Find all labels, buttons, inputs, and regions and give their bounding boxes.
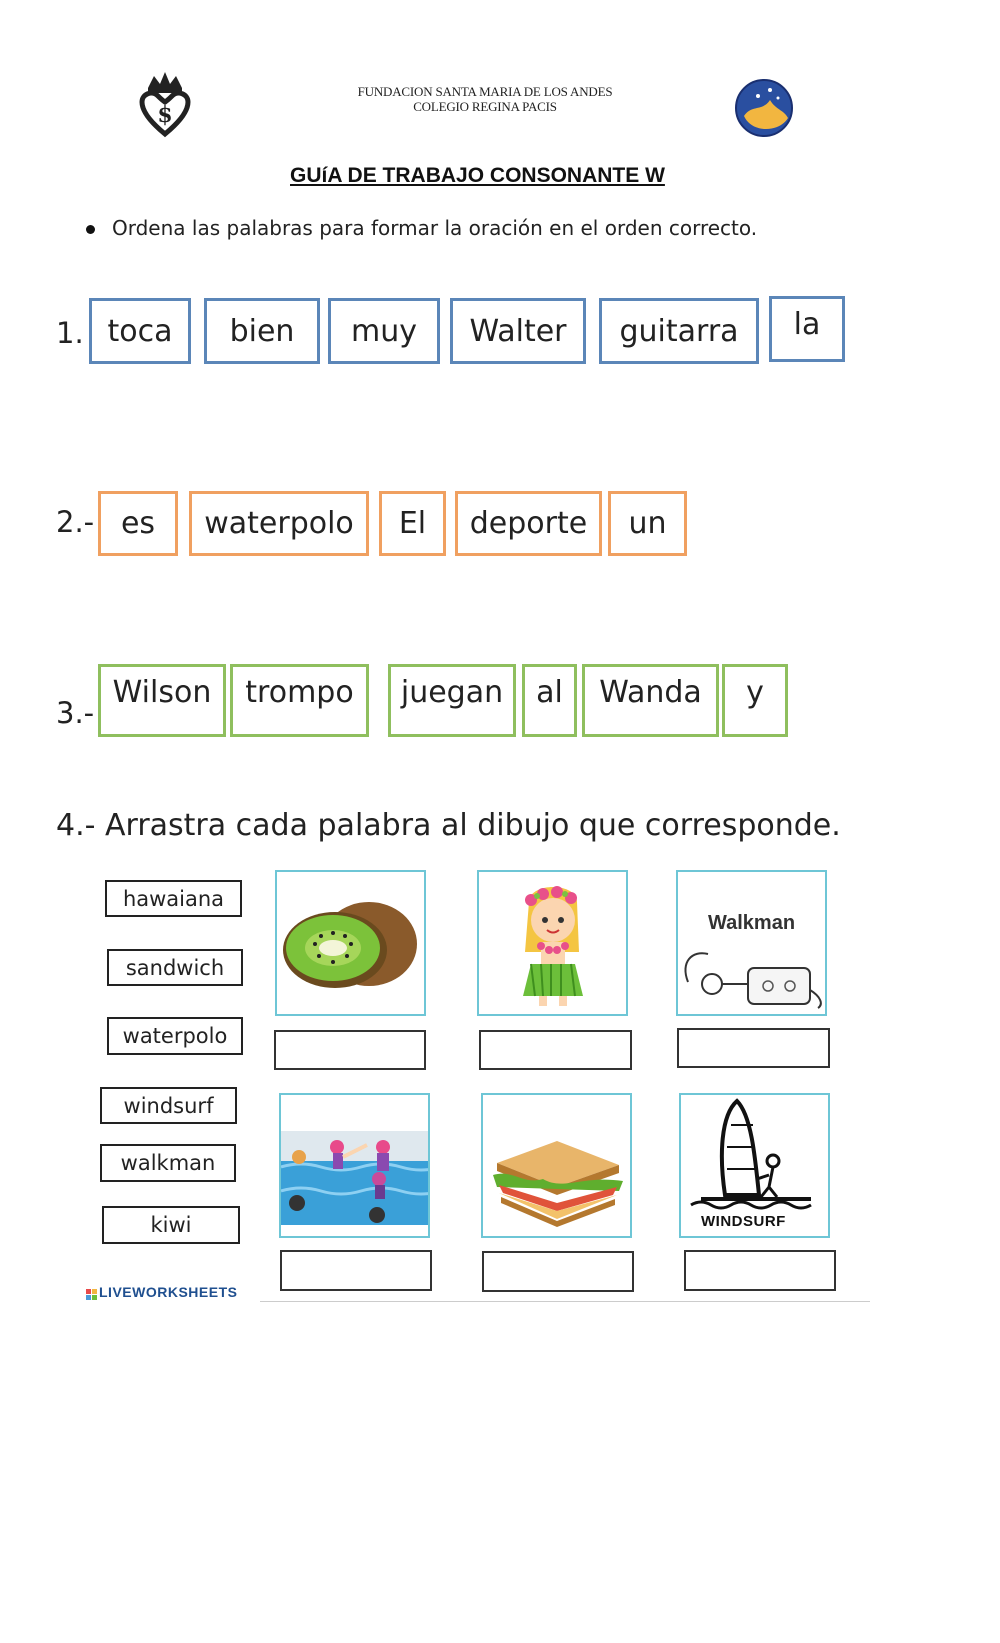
footer-brand: LIVEWORKSHEETS [99,1284,238,1300]
exercise-1-number: 1. [56,316,84,350]
walkman-caption: Walkman [707,912,796,934]
drag-label[interactable]: walkman [100,1144,236,1182]
word-tile[interactable]: es [98,491,178,556]
word-tile[interactable]: al [522,664,577,737]
drop-box-kiwi[interactable] [274,1030,426,1070]
word-tile[interactable]: juegan [388,664,516,737]
drag-label[interactable]: sandwich [107,949,243,986]
drop-box-sandwich[interactable] [482,1251,634,1292]
exercise-2-number: 2.- [56,505,95,539]
drag-label[interactable]: waterpolo [107,1017,243,1055]
word-tile[interactable]: trompo [230,664,369,737]
liveworksheets-logo-icon [86,1286,98,1298]
word-tile[interactable]: waterpolo [189,491,369,556]
word-tile[interactable]: muy [328,298,440,364]
word-tile[interactable]: toca [89,298,191,364]
header-line-2: COLEGIO REGINA PACIS [413,99,557,114]
drop-box-walkman[interactable] [677,1028,830,1068]
kiwi-image [275,870,426,1016]
header-line-1: FUNDACION SANTA MARIA DE LOS ANDES [357,84,613,99]
hawaiian-girl-image [477,870,628,1016]
word-tile[interactable]: y [722,664,788,737]
school-seal-logo [718,66,810,146]
windsurf-caption: WINDSURF [701,1213,786,1230]
drag-label[interactable]: windsurf [100,1087,237,1124]
drag-label[interactable]: hawaiana [105,880,242,917]
drop-box-windsurf[interactable] [684,1250,836,1291]
bullet-icon [86,225,95,234]
drop-box-waterpolo[interactable] [280,1250,432,1291]
word-tile[interactable]: Walter [450,298,586,364]
word-tile[interactable]: guitarra [599,298,759,364]
footer-divider [260,1301,870,1302]
word-tile[interactable]: la [769,296,845,362]
drop-box-hawaiana[interactable] [479,1030,632,1070]
walkman-image [676,870,827,1016]
word-tile[interactable]: Wanda [582,664,719,737]
word-tile[interactable]: El [379,491,446,556]
section-4-title: 4.- Arrastra cada palabra al dibujo que corresponde. [56,808,841,843]
word-tile[interactable]: un [608,491,687,556]
svg-text:$: $ [157,102,173,128]
exercise-3-number: 3.- [56,696,95,730]
word-tile[interactable]: bien [204,298,320,364]
word-tile[interactable]: Wilson [98,664,226,737]
sandwich-image [481,1093,632,1238]
drag-label[interactable]: kiwi [102,1206,240,1244]
school-crest-logo [138,68,192,138]
word-tile[interactable]: deporte [455,491,602,556]
page-title: GUíA DE TRABAJO CONSONANTE W [290,164,665,187]
instruction-text: Ordena las palabras para formar la oración en el orden correcto. [112,216,758,240]
windsurf-image [679,1093,830,1238]
waterpolo-image [279,1093,430,1238]
